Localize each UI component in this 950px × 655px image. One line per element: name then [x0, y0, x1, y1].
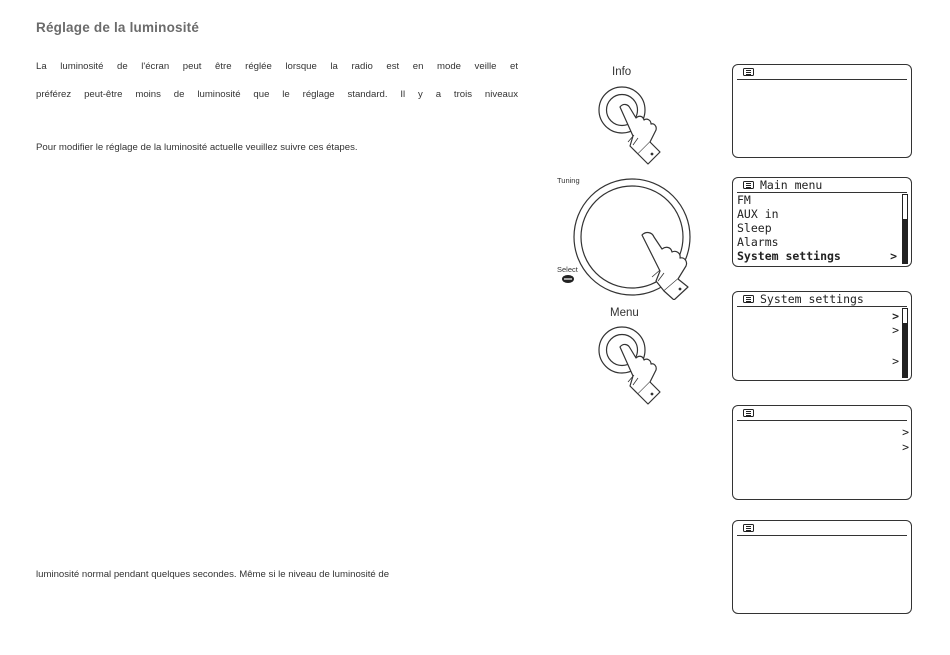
menu-item-fm: FM: [737, 193, 751, 207]
scrollbar: [902, 194, 908, 264]
lcd-screen-4: [732, 405, 912, 500]
item-arrow: >: [892, 354, 899, 368]
lcd-screen-1: [732, 64, 912, 158]
page-title: Réglage de la luminosité: [36, 20, 200, 35]
lcd-screen-main-menu: [732, 177, 912, 267]
selected-arrow: >: [890, 249, 897, 263]
tuning-knob-press-icon: [560, 175, 705, 300]
select-press-icon: [561, 274, 575, 284]
item-arrow: >: [902, 425, 909, 439]
paragraph-line: La luminosité de l'écran peut être réglée lorsque la radio est en mode veille et: [36, 61, 518, 72]
lcd-header: [737, 521, 907, 536]
menu-list-icon: [743, 524, 754, 532]
lcd-header: [737, 65, 907, 80]
menu-button-press-icon: [590, 320, 690, 405]
scrollbar: [902, 308, 908, 378]
lcd-title: Main menu: [760, 178, 823, 192]
paragraph-instructions: Pour modifier le réglage de la luminosité actuelle veuillez suivre ces étapes.: [36, 142, 358, 153]
info-label: Info: [612, 66, 632, 78]
lcd-header: [737, 406, 907, 421]
info-button-press-icon: [590, 80, 690, 165]
item-arrow: >: [892, 309, 899, 323]
paragraph-line: préférez peut-être moins de luminosité que le réglage standard. Il y a trois niveaux: [36, 89, 518, 100]
menu-item-alarms: Alarms: [737, 235, 779, 249]
lcd-header: [737, 178, 907, 193]
item-arrow: >: [892, 323, 899, 337]
menu-item-aux-in: AUX in: [737, 207, 779, 221]
menu-list-icon: [743, 68, 754, 76]
menu-list-icon: [743, 181, 754, 189]
select-label: Select: [557, 265, 578, 274]
paragraph-line: luminosité normal pendant quelques secondes. Même si le niveau de luminosité de: [36, 569, 390, 580]
menu-list: [737, 193, 899, 263]
menu-label: Menu: [610, 307, 639, 319]
scrollbar-thumb: [903, 219, 907, 263]
lcd-screen-5: [732, 520, 912, 614]
menu-item-sleep: Sleep: [737, 221, 772, 235]
item-arrow: >: [902, 440, 909, 454]
lcd-screen-system-settings: [732, 291, 912, 381]
menu-list-icon: [743, 295, 754, 303]
menu-list-icon: [743, 409, 754, 417]
tuning-label: Tuning: [557, 176, 580, 185]
menu-item-system-settings: System settings: [737, 249, 841, 263]
lcd-header: [737, 292, 907, 307]
scrollbar-thumb: [903, 323, 907, 377]
lcd-title: System settings: [760, 292, 864, 306]
